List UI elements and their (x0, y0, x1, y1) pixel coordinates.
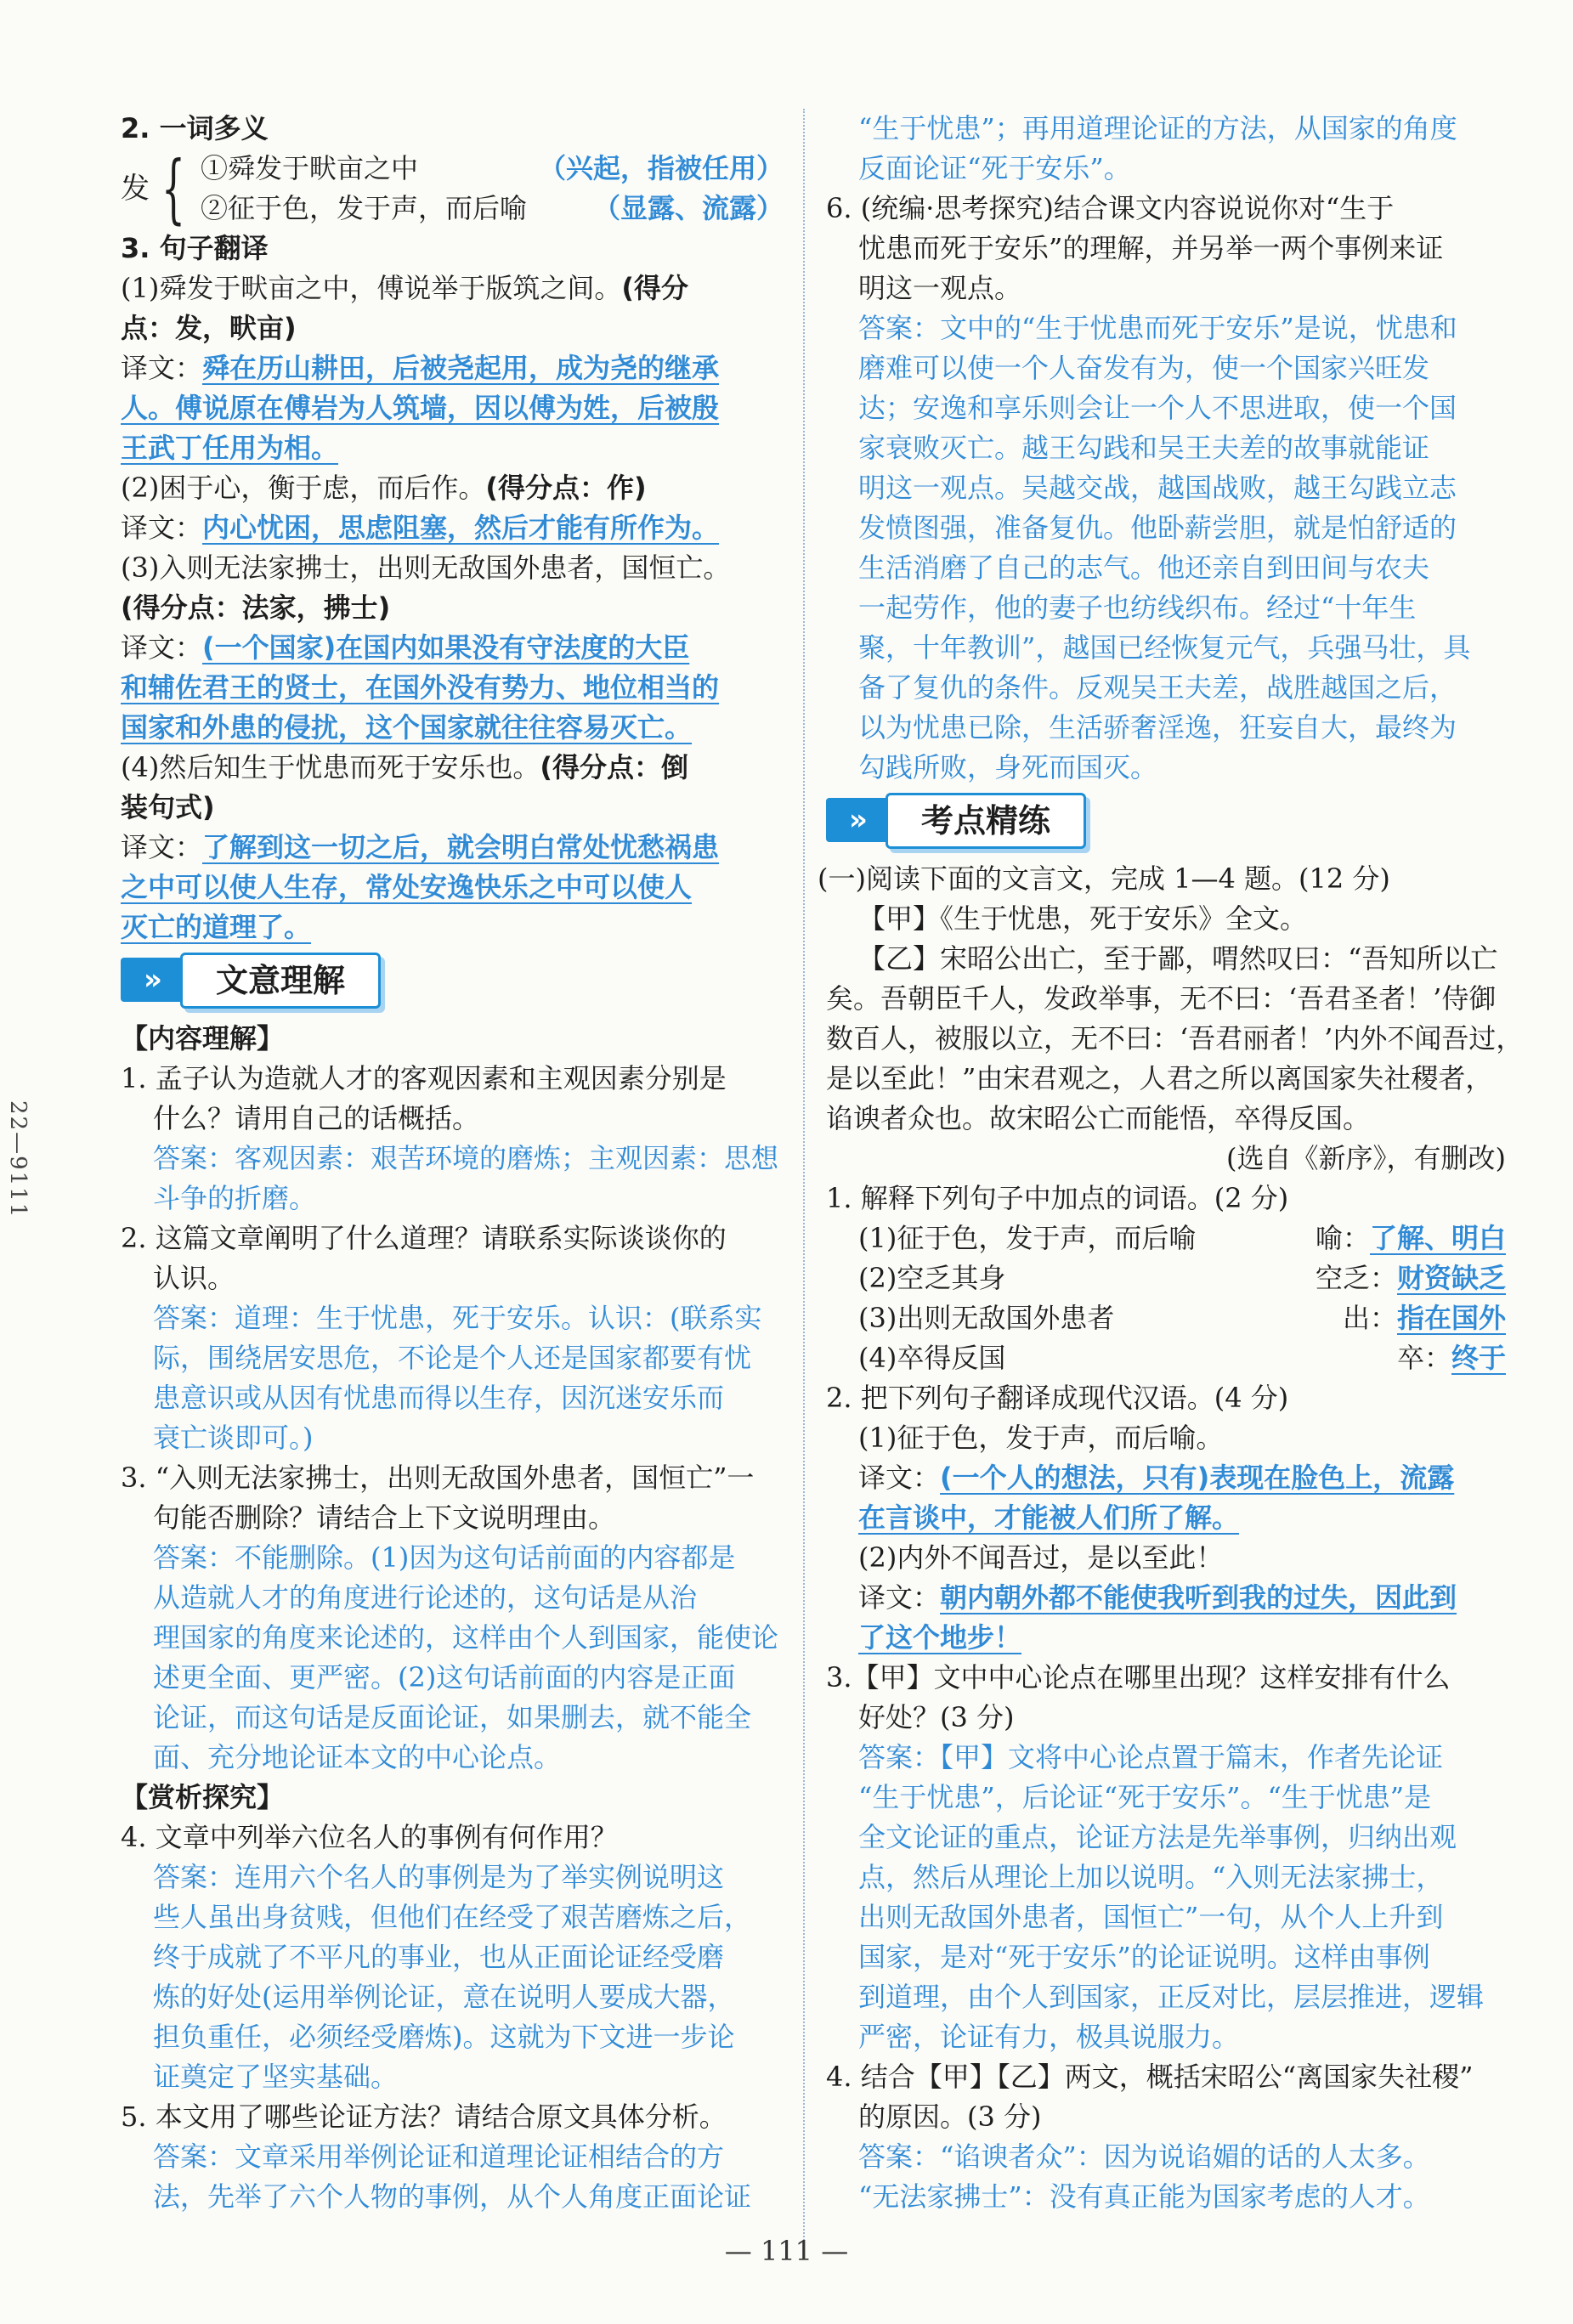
word-answer: 指在国外 (1396, 1302, 1506, 1334)
question: 1. 解释下列句子中加点的词语。(2 分) (826, 1182, 1289, 1214)
sentence: (2)内外不闻吾过，是以至此！ (858, 1541, 1224, 1574)
answer: 备了复仇的条件。反观吴王夫差，战胜越国之后， (858, 671, 1457, 704)
word-sentence: (3)出则无敌国外患者 (858, 1302, 1115, 1334)
question: 2. 把下列句子翻译成现代汉语。(4 分) (826, 1382, 1289, 1414)
answer: 答案：文中的“生于忧患而死于安乐”是说，忧患和 (858, 312, 1457, 344)
question: 5. 本文用了哪些论证方法？请结合原文具体分析。 (121, 2101, 727, 2133)
brace-icon: { (161, 144, 185, 232)
section-title: 2. 一词多义 (121, 112, 269, 144)
passage-jia: 【甲】《生于忧患，死于安乐》全文。 (858, 902, 1308, 935)
answer: 严密，论证有力，极具说服力。 (858, 2021, 1240, 2053)
answer: 出则无敌国外患者，国恒亡”一句，从个人上升到 (858, 1901, 1444, 1933)
answer: 述更全面、更严密。(2)这句话前面的内容是正面 (153, 1661, 736, 1694)
answer: 答案：“谄谀者众”：因为说谄媚的话的人太多。 (858, 2140, 1430, 2173)
subsection-title: 【赏析探究】 (121, 1781, 285, 1813)
answer: 患意识或从因有忧患而得以生存，因沉迷安乐而 (153, 1382, 725, 1414)
translation-answer: 之中可以使人生存，常处安逸快乐之中可以使人 (121, 871, 693, 903)
translation-answer: 国家和外患的侵扰，这个国家就往往容易灭亡。 (121, 711, 693, 744)
word-row (826, 1258, 1506, 1298)
answer: 斗争的折磨。 (153, 1182, 317, 1214)
translation-label: 译文： (858, 1581, 941, 1614)
question: 1. 孟子认为造就人才的客观因素和主观因素分别是 (121, 1062, 727, 1094)
word-row (826, 1298, 1506, 1338)
answer: 际，围绕居安思危，不论是个人还是国家都要有忧 (153, 1342, 752, 1374)
answer: 发愤图强，准备复仇。他卧薪尝胆，就是怕舒适的 (858, 512, 1457, 544)
sentence: (4)然后知生于忧患而死于安乐也。 (121, 751, 540, 783)
answer: 磨难可以使一个人奋发有为，使一个国家兴旺发 (858, 352, 1430, 384)
answer: “生于忧患”，后论证“死于安乐”。“生于忧患”是 (858, 1781, 1432, 1813)
translation-label: 译文： (858, 1462, 941, 1494)
translation-answer: 舜在历山耕田，后被尧起用，成为尧的继承 (202, 352, 720, 384)
word-sentence: (1)征于色，发于声，而后喻 (858, 1222, 1197, 1254)
translation-label: 译文： (121, 631, 203, 664)
word-key: 卒： (1396, 1342, 1451, 1374)
translation-answer: (一个人的想法，只有)表现在脸色上，流露 (940, 1462, 1455, 1494)
score-points: (得分点：倒 (540, 751, 688, 783)
word-answer: 了解、明白 (1369, 1222, 1506, 1254)
right-column (818, 109, 1524, 2217)
polysemy-group (121, 144, 784, 232)
question: 句能否删除？请结合上下文说明理由。 (153, 1501, 616, 1534)
answer: 论证，而这句话是反面论证，如果删去，就不能全 (153, 1701, 752, 1733)
passage-text: 矣。吾朝臣千人，发政举事，无不曰：‘吾君圣者！’侍御 (826, 982, 1497, 1015)
answer: 答案：【甲】文将中心论点置于篇末，作者先论证 (858, 1741, 1444, 1773)
double-chevron-icon: » (826, 798, 891, 842)
answer: 终于成就了不平凡的事业，也从正面论证经受磨 (153, 1941, 725, 1973)
answer: 答案：客观因素：艰苦环境的磨炼；主观因素：思想 (153, 1142, 779, 1174)
answer: 全文论证的重点，论证方法是先举事例，归纳出观 (858, 1821, 1457, 1853)
answer: 答案：文章采用举例论证和道理论证相结合的方 (153, 2140, 725, 2173)
translation-label: 译文： (121, 352, 203, 384)
answer: 炼的好处(运用举例论证，意在说明人要成大器， (153, 1981, 735, 2013)
answer: 反面论证“死于安乐”。 (858, 152, 1131, 184)
answer: “生于忧患”；再用道理论证的方法，从国家的角度 (858, 112, 1457, 144)
sentence: (2)困于心，衡于虑，而后作。 (121, 472, 486, 504)
translation-answer: 在言谈中，才能被人们所了解。 (858, 1501, 1240, 1534)
question: 3. “入则无法家拂士，出则无敌国外患者，国恒亡”一 (121, 1462, 755, 1494)
question: 2. 这篇文章阐明了什么道理？请联系实际谈谈你的 (121, 1222, 727, 1254)
question: 的原因。(3 分) (858, 2101, 1042, 2133)
question: 4. 文章中列举六位名人的事例有何作用？ (121, 1821, 618, 1853)
score-points: 点：发，畎亩) (121, 312, 297, 344)
word-row (826, 1338, 1506, 1378)
passage-text: 【乙】宋昭公出亡，至于鄙，喟然叹曰：“吾知所以亡 (858, 942, 1498, 975)
translation-label: 译文： (121, 831, 203, 863)
polysemy-char: 发 (121, 171, 150, 206)
word-sentence: (2)空乏其身 (858, 1262, 1006, 1294)
word-key: 空乏： (1315, 1262, 1397, 1294)
passage-intro: (一)阅读下面的文言文，完成 1—4 题。(12 分) (818, 862, 1390, 895)
polysemy-answer: （兴起，指被任用） (538, 152, 784, 184)
question: 好处？(3 分) (858, 1701, 1015, 1733)
answer: 证奠定了坚实基础。 (153, 2061, 399, 2093)
answer: 理国家的角度来论述的，这样由个人到国家，能使论 (153, 1621, 779, 1654)
answer: 担负重任，必须经受磨炼)。这就为下文进一步论 (153, 2021, 735, 2053)
double-chevron-icon: » (121, 958, 185, 1002)
answer: 勾践所败，身死而国灭。 (858, 751, 1158, 783)
section-title: 3. 句子翻译 (121, 232, 269, 264)
answer: 明这一观点。吴越交战，越国战败，越王勾践立志 (858, 472, 1457, 504)
subsection-title: 【内容理解】 (121, 1022, 285, 1055)
question: 6. (统编·思考探究)结合课文内容说说你对“生于 (826, 192, 1395, 224)
polysemy-item: ①舜发于畎亩之中 (201, 152, 419, 184)
word-row (826, 1219, 1506, 1258)
score-points: 装句式) (121, 791, 215, 823)
section-banner (826, 793, 1089, 847)
passage-text: 谄谀者众也。故宋昭公亡而能悟，卒得反国。 (826, 1102, 1371, 1134)
translation-label: 译文： (121, 512, 203, 544)
answer: 答案：连用六个名人的事例是为了举实例说明这 (153, 1861, 725, 1893)
answer: 答案：不能删除。(1)因为这句话前面的内容都是 (153, 1541, 736, 1574)
translation-answer: 朝内朝外都不能使我听到我的过失，因此到 (940, 1581, 1457, 1614)
question: 3.【甲】文中中心论点在哪里出现？这样安排有什么 (826, 1661, 1451, 1694)
answer: 衰亡谈即可。) (153, 1422, 314, 1454)
translation-answer: 内心忧困，思虑阻塞，然后才能有所作为。 (202, 512, 720, 544)
page-number: — 111 — (724, 2235, 849, 2267)
question: 忧患而死于安乐”的理解，并另举一两个事例来证 (858, 232, 1444, 264)
translation-answer: 人。傅说原在傅岩为人筑墙，因以傅为姓，后被殷 (121, 392, 720, 424)
sentence: (1)征于色，发于声，而后喻。 (858, 1422, 1224, 1454)
polysemy-answer: （显露、流露） (592, 192, 784, 224)
answer: 生活消磨了自己的志气。他还亲自到田间与农夫 (858, 551, 1430, 584)
translation-answer: 王武丁任用为相。 (121, 432, 339, 464)
answer: “无法家拂士”：没有真正能为国家考虑的人才。 (858, 2180, 1430, 2213)
banner-label: 考点精练 (886, 793, 1086, 849)
column-divider (803, 109, 805, 2250)
banner-label: 文意理解 (180, 953, 381, 1009)
score-points: (得分点：作) (485, 472, 647, 504)
passage-source: (选自《新序》，有删改) (1226, 1142, 1506, 1174)
left-column (121, 109, 784, 2217)
question: 明这一观点。 (858, 272, 1022, 304)
passage-text: 数百人，被服以立，无不曰：‘吾君丽者！’内外不闻吾过， (826, 1022, 1524, 1055)
side-code: 22—9111 (5, 1100, 31, 1219)
word-key: 出： (1342, 1302, 1397, 1334)
answer: 家衰败灭亡。越王勾践和吴王夫差的故事就能证 (858, 432, 1430, 464)
translation-answer: (一个国家)在国内如果没有守法度的大臣 (202, 631, 690, 664)
polysemy-item: ②征于色，发于声，而后喻 (201, 192, 528, 224)
section-banner (121, 953, 384, 1007)
answer: 聚，十年教训”，越国已经恢复元气，兵强马壮，具 (858, 631, 1471, 664)
sentence: (1)舜发于畎亩之中，傅说举于版筑之间。 (121, 272, 622, 304)
sentence: (3)入则无法家拂士，出则无敌国外患者，国恒亡。 (121, 551, 731, 584)
translation-answer: 和辅佐君王的贤士，在国外没有势力、地位相当的 (121, 671, 720, 704)
answer: 答案：道理：生于忧患，死于安乐。认识：(联系实 (153, 1302, 762, 1334)
answer: 国家，是对“死于安乐”的论证说明。这样由事例 (858, 1941, 1430, 1973)
answer: 面、充分地论证本文的中心论点。 (153, 1741, 562, 1773)
word-sentence: (4)卒得反国 (858, 1342, 1006, 1374)
word-answer: 终于 (1451, 1342, 1506, 1374)
answer: 点，然后从理论上加以说明。“入则无法家拂士， (858, 1861, 1444, 1893)
translation-answer: 了这个地步！ (858, 1621, 1022, 1654)
answer: 一起劳作，他的妻子也纺线织布。经过“十年生 (858, 591, 1417, 624)
score-points: (得分 (621, 272, 688, 304)
answer: 到道理，由个人到国家，正反对比，层层推进，逻辑 (858, 1981, 1485, 2013)
translation-answer: 了解到这一切之后，就会明白常处忧愁祸患 (202, 831, 720, 863)
translation-answer: 灭亡的道理了。 (121, 911, 312, 943)
word-key: 喻： (1315, 1222, 1370, 1254)
word-answer: 财资缺乏 (1396, 1262, 1506, 1294)
answer: 以为忧患已除，生活骄奢淫逸，狂妄自大，最终为 (858, 711, 1457, 744)
question: 认识。 (153, 1262, 235, 1294)
score-points: (得分点：法家，拂士) (121, 591, 391, 624)
answer: 达；安逸和享乐则会让一个人不思进取，使一个国 (858, 392, 1457, 424)
passage-text: 是以至此！”由宋君观之，人君之所以离国家失社稷者， (826, 1062, 1493, 1094)
question: 4. 结合【甲】【乙】两文，概括宋昭公“离国家失社稷” (826, 2061, 1474, 2093)
question: 什么？请用自己的话概括。 (153, 1102, 480, 1134)
answer: 法，先举了六个人物的事例，从个人角度正面论证 (153, 2180, 752, 2213)
answer: 些人虽出身贫贱，但他们在经受了艰苦磨炼之后， (153, 1901, 752, 1933)
answer: 从造就人才的角度进行论述的，这句话是从治 (153, 1581, 698, 1614)
